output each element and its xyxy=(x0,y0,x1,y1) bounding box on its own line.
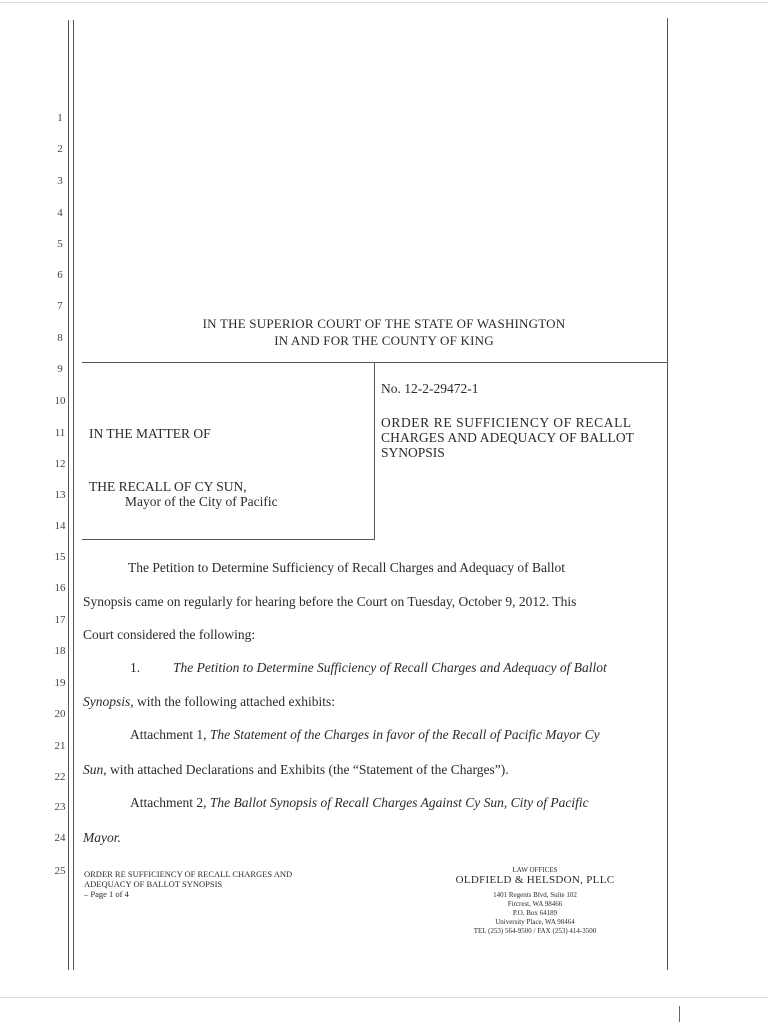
order-title-line3: SYNOPSIS xyxy=(381,445,445,460)
caption-divider-rule xyxy=(374,362,375,540)
firm-phone-fax: TEL (253) 564-9500 / FAX (253) 414-3500 xyxy=(473,927,597,935)
line-number: 16 xyxy=(54,582,66,594)
line-number: 7 xyxy=(57,300,63,312)
attachment-2-line1 xyxy=(130,795,589,811)
line-number: 23 xyxy=(54,801,66,813)
line-number: 10 xyxy=(54,395,66,407)
firm-address-line3: P.O. Box 64189 xyxy=(512,909,558,917)
body-paragraph-line3: Court considered the following: xyxy=(83,627,256,642)
firm-address-line4: University Place, WA 98464 xyxy=(495,918,575,926)
line-number: 5 xyxy=(57,238,63,250)
footer-page-number: – Page 1 of 4 xyxy=(84,889,129,899)
firm-address-line2: Fircrest, WA 98466 xyxy=(507,900,563,908)
item-1-line2 xyxy=(83,694,335,710)
caption-left-bottom-rule xyxy=(82,539,374,540)
line-number: 8 xyxy=(57,332,63,344)
line-number: 25 xyxy=(54,865,66,877)
law-firm-name: OLDFIELD & HELSDON, PLLC xyxy=(455,874,615,886)
attachment-1-line2 xyxy=(83,762,509,778)
attachment-2-line2: Mayor. xyxy=(83,830,121,845)
line-number: 17 xyxy=(54,614,66,626)
item-1-title: The Petition to Determine Sufficiency of Recall Charges and Adequacy of Ballot xyxy=(173,660,607,675)
line-number: 9 xyxy=(57,363,63,375)
footer-document-title-line1: ORDER RE SUFFICIENCY OF RECALL CHARGES AND xyxy=(84,869,293,879)
line-number: 3 xyxy=(57,175,63,187)
attachment-1-line1 xyxy=(130,727,600,743)
scan-top-edge xyxy=(0,2,768,3)
line-number: 13 xyxy=(54,489,66,501)
attachment-1-title-end: Sun xyxy=(83,762,104,777)
caption-recall-of: THE RECALL OF CY SUN, xyxy=(89,479,247,494)
right-margin-rule xyxy=(667,18,668,970)
law-offices-label: LAW OFFICES xyxy=(512,866,558,874)
line-number: 15 xyxy=(54,551,66,563)
line-number: 21 xyxy=(54,740,66,752)
line-number: 24 xyxy=(54,832,66,844)
footer-document-title-line2: ADEQUACY OF BALLOT SYNOPSIS xyxy=(84,879,223,889)
line-number: 19 xyxy=(54,677,66,689)
body-paragraph-line1: The Petition to Determine Sufficiency of Recall Charges and Adequacy of Ballot xyxy=(128,560,566,575)
line-number: 2 xyxy=(57,143,63,155)
attachment-1-title: The Statement of the Charges in favor of the Recall of Pacific Mayor Cy xyxy=(209,727,600,742)
line-number: 18 xyxy=(54,645,66,657)
case-number: No. 12-2-29472-1 xyxy=(381,381,479,396)
attachment-1-rest: , with attached Declarations and Exhibits (the “Statement of the Charges”). xyxy=(103,762,509,777)
scan-bottom-edge xyxy=(0,997,768,998)
attachment-1-prefix: Attachment 1, xyxy=(130,727,210,742)
line-number: 20 xyxy=(54,708,66,720)
attachment-2-prefix: Attachment 2, xyxy=(130,795,210,810)
scan-bottom-mark xyxy=(679,1006,680,1022)
line-number: 14 xyxy=(54,520,66,532)
item-1-number: 1. xyxy=(130,660,141,675)
body-paragraph-line2: Synopsis came on regularly for hearing before the Court on Tuesday, October 9, 2012. This xyxy=(83,594,577,609)
item-1-title-end: Synopsis xyxy=(83,694,131,709)
firm-address-line1: 1401 Regents Blvd, Suite 102 xyxy=(493,891,577,899)
line-number: 6 xyxy=(57,269,63,281)
order-title-line1: ORDER RE SUFFICIENCY OF RECALL xyxy=(381,415,632,430)
order-title-line2: CHARGES AND ADEQUACY OF BALLOT xyxy=(381,430,635,445)
attachment-2-title: The Ballot Synopsis of Recall Charges Against Cy Sun, City of Pacific xyxy=(209,795,589,810)
caption-in-the-matter: IN THE MATTER OF xyxy=(89,426,211,441)
line-number: 1 xyxy=(57,112,63,124)
line-number: 11 xyxy=(54,427,66,439)
caption-mayor: Mayor of the City of Pacific xyxy=(125,494,278,509)
court-heading-line1: IN THE SUPERIOR COURT OF THE STATE OF WASHINGTON xyxy=(202,316,566,331)
line-number: 12 xyxy=(54,458,66,470)
line-number: 4 xyxy=(57,207,63,219)
court-heading-line2: IN AND FOR THE COUNTY OF KING xyxy=(274,333,494,348)
line-number: 22 xyxy=(54,771,66,783)
item-1-rest: , with the following attached exhibits: xyxy=(130,694,335,709)
